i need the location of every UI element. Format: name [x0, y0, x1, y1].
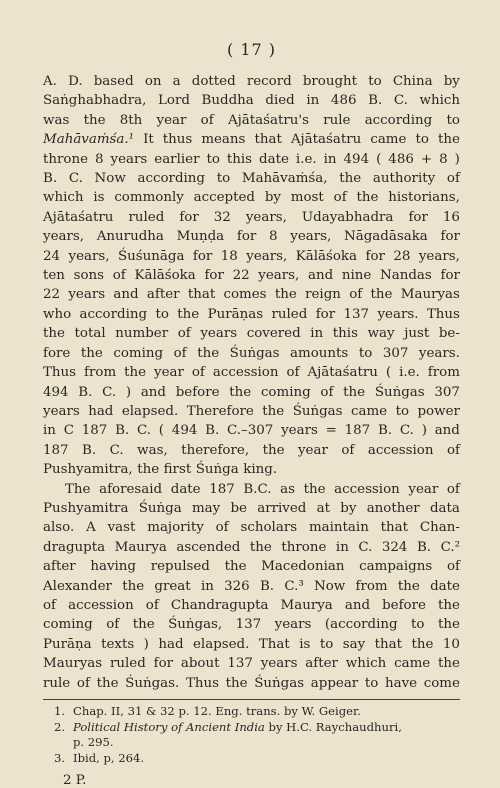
body-text	[43, 72, 460, 693]
text-line: the total number of years covered in this way just be-	[43, 326, 460, 342]
text-line: Ajātaśatru ruled for 32 years, Udayabhadra for 16	[43, 209, 460, 225]
text-line: 24 years, Śuśunāga for 18 years, Kālāśoka for 28 years,	[43, 248, 460, 264]
text-line: Thus from the year of accession of Ajātaśatru ( i.e. from	[43, 365, 460, 381]
text-line: throne 8 years earlier to this date i.e. in 494 ( 486 + 8 )	[43, 151, 460, 167]
page-number: ( 17 )	[226, 40, 276, 59]
text-line: Mahāvaṁśa.¹ It thus means that Ajātaśatru came to the	[43, 132, 460, 148]
footnote-text: p. 295.	[73, 735, 114, 749]
text-line: The aforesaid date 187 B.C. as the accession year of	[65, 481, 460, 497]
text-line: B. C. Now according to Mahāvaṁśa, the authority of	[43, 171, 460, 187]
signature-mark: 2 P.	[63, 773, 87, 788]
footnote	[43, 720, 460, 736]
footnote	[43, 751, 460, 767]
footnote	[43, 735, 460, 751]
text-line: in C 187 B. C. ( 494 B. C.–307 years = 187 B. C. ) and	[43, 423, 460, 439]
text-line: 187 B. C. was, therefore, the year of accession of	[43, 442, 460, 458]
text-line: was the 8th year of Ajātaśatru's rule according to	[43, 112, 460, 128]
footnote-number: 3.	[53, 750, 65, 765]
text-line: Pushyamitra Śuṅga may be arrived at by another data	[43, 500, 460, 516]
footnote-text: Ibid, p, 264.	[73, 750, 145, 765]
text-line: years had elapsed. Therefore the Śuṅgas came to power	[43, 403, 460, 419]
text-line: Alexander the great in 326 B. C.³ Now from the date	[43, 578, 460, 594]
text-line: of accession of Chandragupta Maurya and before the	[43, 597, 460, 613]
footnote-divider	[43, 699, 460, 700]
footnote-text: Chap. II, 31 & 32 p. 12. Eng. trans. by W. Geiger.	[73, 704, 361, 718]
text-line: Mauryas ruled for about 137 years after which came the	[43, 656, 460, 672]
text-line: also. A vast majority of scholars maintain that Chan-	[43, 520, 460, 536]
footnote-number: 2.	[53, 719, 65, 734]
text-line: fore the coming of the Śuṅgas amounts to 307 years.	[43, 345, 460, 361]
text-line: Purāṇa texts ) had elapsed. That is to say that the 10	[43, 636, 460, 652]
text-line: A. D. based on a dotted record brought to China by	[43, 74, 460, 89]
text-line: Pushyamitra, the first Śuṅga king.	[43, 462, 278, 478]
text-line: who according to the Purāṇas ruled for 137 years. Thus	[43, 306, 460, 322]
footnote-text: Political History of Ancient India by H.C. Raychaudhuri,	[73, 719, 402, 734]
footnote-number: 1.	[53, 704, 65, 718]
text-line: ten sons of Kālāśoka for 22 years, and nine Nandas for	[43, 268, 460, 284]
footnotes	[43, 704, 460, 766]
text-line: Saṅghabhadra, Lord Buddha died in 486 B. C. which	[43, 93, 460, 109]
text-line: 22 years and after that comes the reign of the Mauryas	[43, 287, 460, 303]
text-line: years, Anurudha Muṇḍa for 8 years, Nāgadāsaka for	[43, 229, 460, 245]
text-line: which is commonly accepted by most of the historians,	[43, 190, 460, 206]
text-line: rule of the Śuṅgas. Thus the Śuṅgas appear to have come	[43, 675, 460, 691]
footnote	[43, 704, 460, 720]
text-line: dragupta Maurya ascended the throne in C. 324 B. C.²	[43, 539, 460, 555]
text-line: coming of the Śuṅgas, 137 years (according to the	[43, 617, 460, 633]
text-line: 494 B. C. ) and before the coming of the Śuṅgas 307	[43, 384, 460, 400]
text-line: after having repulsed the Macedonian campaigns of	[43, 559, 460, 575]
